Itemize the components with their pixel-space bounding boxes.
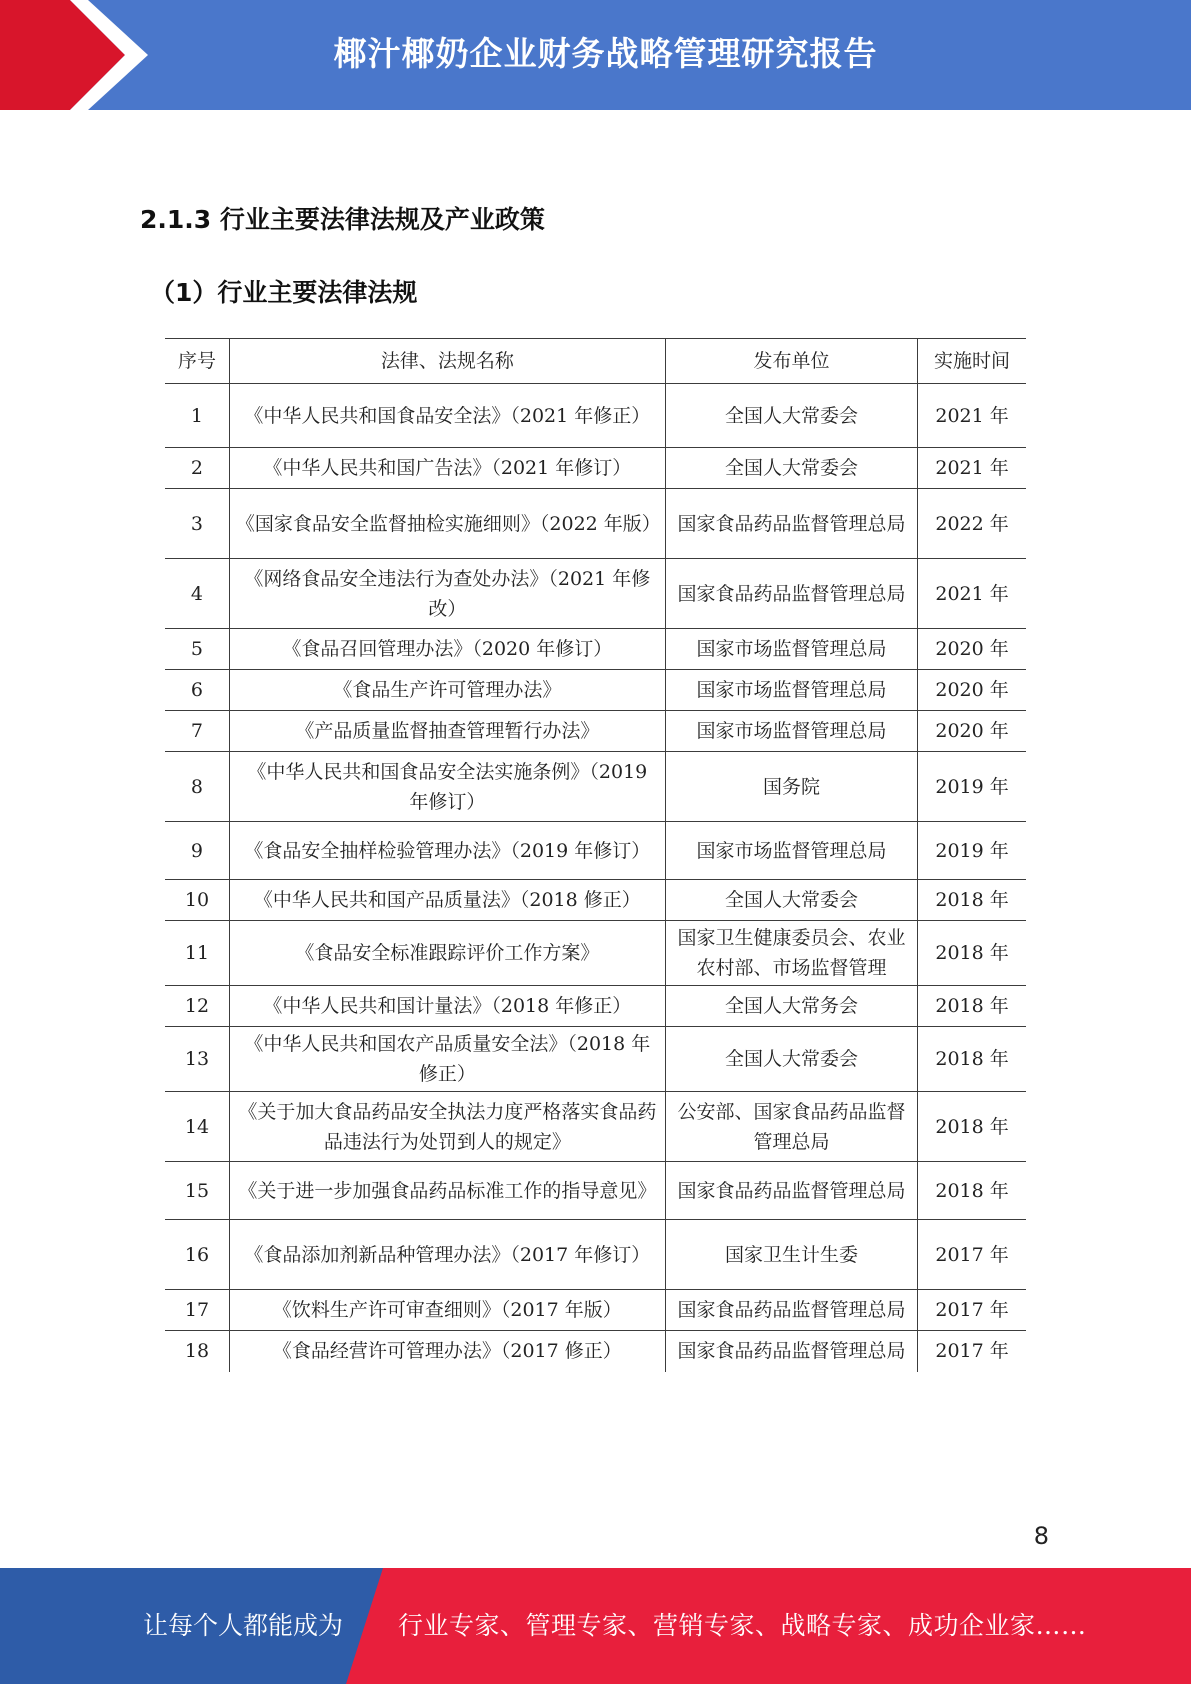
cell-issuer bbox=[665, 1162, 917, 1220]
cell-number bbox=[165, 629, 229, 670]
cell-law-name-text: 《中华人民共和国食品安全法》（2021 年修正） bbox=[244, 404, 651, 427]
cell-date bbox=[918, 1290, 1026, 1331]
cell-law-name bbox=[229, 752, 665, 822]
cell-law-name bbox=[229, 880, 665, 921]
cell-number-text: 2 bbox=[190, 457, 203, 479]
cell-law-name-text: 《食品安全抽样检验管理办法》（2019 年修订） bbox=[244, 839, 651, 862]
cell-issuer bbox=[665, 752, 917, 822]
cell-issuer-text: 国家卫生计生委 bbox=[724, 1243, 858, 1266]
cell-issuer bbox=[665, 880, 917, 921]
table-row bbox=[165, 448, 1026, 489]
cell-date bbox=[918, 1027, 1026, 1092]
cell-issuer bbox=[665, 986, 917, 1027]
cell-number-text: 16 bbox=[184, 1243, 210, 1266]
cell-date-text: 2018 年 bbox=[935, 889, 1009, 911]
cell-date-text: 2020 年 bbox=[935, 638, 1009, 660]
table-row bbox=[165, 1092, 1026, 1162]
cell-number bbox=[165, 986, 229, 1027]
cell-number bbox=[165, 1220, 229, 1290]
cell-issuer-text: 国务院 bbox=[762, 775, 820, 798]
cell-issuer bbox=[665, 1220, 917, 1290]
cell-law-name-text: 《饮料生产许可审查细则》（2017 年版） bbox=[272, 1299, 622, 1321]
table-row bbox=[165, 711, 1026, 752]
cell-issuer-text: 全国人大常委会 bbox=[724, 889, 858, 911]
cell-number-text: 7 bbox=[190, 720, 203, 742]
cell-issuer bbox=[665, 559, 917, 629]
cell-date-text: 2017 年 bbox=[935, 1340, 1009, 1363]
cell-number bbox=[165, 1162, 229, 1220]
table-row bbox=[165, 489, 1026, 559]
cell-issuer bbox=[665, 1331, 917, 1372]
cell-number bbox=[165, 752, 229, 822]
cell-issuer-text: 国家食品药品监督管理总局 bbox=[677, 582, 906, 605]
cell-law-name-text: 《中华人民共和国产品质量法》（2018 修正） bbox=[253, 889, 641, 911]
cell-number-text: 11 bbox=[184, 942, 210, 964]
cell-number bbox=[165, 1290, 229, 1331]
cell-date-text: 2018 年 bbox=[935, 995, 1009, 1017]
cell-law-name bbox=[229, 1027, 665, 1092]
cell-number-text: 4 bbox=[190, 582, 203, 605]
cell-issuer-text: 国家市场监督管理总局 bbox=[696, 720, 887, 742]
cell-date-text: 2021 年 bbox=[935, 457, 1009, 479]
cell-number-text: 10 bbox=[184, 889, 210, 911]
cell-date bbox=[918, 1220, 1026, 1290]
cell-date bbox=[918, 986, 1026, 1027]
cell-date bbox=[918, 1331, 1026, 1372]
cell-issuer bbox=[665, 1290, 917, 1331]
cell-law-name bbox=[229, 1290, 665, 1331]
cell-issuer-text: 国家卫生健康委员会、农业农村部、市场监督管理 bbox=[677, 927, 906, 979]
column-header-number: 序号 bbox=[165, 339, 229, 384]
cell-law-name bbox=[229, 489, 665, 559]
cell-law-name-text: 《中华人民共和国广告法》（2021 年修订） bbox=[263, 457, 632, 479]
cell-law-name-text: 《国家食品安全监督抽检实施细则》（2022 年版） bbox=[235, 512, 661, 535]
cell-date-text: 2022 年 bbox=[935, 512, 1009, 535]
cell-date bbox=[918, 1162, 1026, 1220]
table-row bbox=[165, 1290, 1026, 1331]
table-row bbox=[165, 752, 1026, 822]
cell-law-name bbox=[229, 711, 665, 752]
column-header-date: 实施时间 bbox=[918, 339, 1026, 384]
cell-law-name bbox=[229, 559, 665, 629]
cell-law-name bbox=[229, 921, 665, 986]
cell-number bbox=[165, 384, 229, 448]
cell-law-name-text: 《中华人民共和国食品安全法实施条例》（2019 年修订） bbox=[247, 760, 648, 813]
cell-date-text: 2021 年 bbox=[935, 582, 1009, 605]
table-row bbox=[165, 1162, 1026, 1220]
column-header-name: 法律、法规名称 bbox=[229, 339, 665, 384]
cell-number-text: 8 bbox=[190, 775, 203, 798]
cell-law-name-text: 《食品添加剂新品种管理办法》（2017 年修订） bbox=[244, 1243, 651, 1266]
cell-date bbox=[918, 559, 1026, 629]
page-header bbox=[0, 0, 1191, 110]
cell-number bbox=[165, 711, 229, 752]
cell-date bbox=[918, 384, 1026, 448]
cell-issuer-text: 公安部、国家食品药品监督管理总局 bbox=[677, 1100, 906, 1153]
footer-slogan-left: 让每个人都能成为 bbox=[143, 1611, 344, 1640]
cell-law-name-text: 《关于进一步加强食品药品标准工作的指导意见》 bbox=[238, 1179, 657, 1202]
cell-date bbox=[918, 629, 1026, 670]
page-footer bbox=[0, 1568, 1191, 1684]
cell-law-name bbox=[229, 1220, 665, 1290]
cell-law-name bbox=[229, 986, 665, 1027]
cell-issuer-text: 国家食品药品监督管理总局 bbox=[677, 1179, 906, 1202]
table-header-row bbox=[165, 339, 1026, 384]
table-row bbox=[165, 880, 1026, 921]
cell-date-text: 2018 年 bbox=[935, 942, 1009, 964]
cell-number-text: 13 bbox=[184, 1048, 210, 1070]
cell-law-name bbox=[229, 448, 665, 489]
cell-issuer-text: 国家食品药品监督管理总局 bbox=[677, 1340, 906, 1363]
cell-number bbox=[165, 489, 229, 559]
table-row bbox=[165, 921, 1026, 986]
cell-issuer bbox=[665, 489, 917, 559]
cell-number bbox=[165, 822, 229, 880]
laws-table bbox=[165, 338, 1026, 1372]
cell-issuer-text: 全国人大常务会 bbox=[724, 995, 858, 1017]
cell-law-name-text: 《中华人民共和国农产品质量安全法》（2018 年修正） bbox=[244, 1033, 651, 1085]
cell-law-name-text: 《产品质量监督抽查管理暂行办法》 bbox=[295, 720, 600, 742]
cell-law-name-text: 《关于加大食品药品安全执法力度严格落实食品药品违法行为处罚到人的规定》 bbox=[238, 1100, 657, 1153]
cell-number-text: 3 bbox=[190, 512, 203, 535]
table-row bbox=[165, 629, 1026, 670]
cell-number bbox=[165, 448, 229, 489]
cell-number bbox=[165, 670, 229, 711]
cell-number-text: 1 bbox=[190, 404, 203, 427]
cell-issuer bbox=[665, 670, 917, 711]
cell-date bbox=[918, 670, 1026, 711]
cell-date bbox=[918, 448, 1026, 489]
cell-date bbox=[918, 752, 1026, 822]
cell-number-text: 15 bbox=[184, 1179, 210, 1202]
table-body bbox=[165, 384, 1026, 1372]
cell-date bbox=[918, 711, 1026, 752]
cell-number-text: 6 bbox=[190, 679, 203, 701]
cell-issuer-text: 国家食品药品监督管理总局 bbox=[677, 1299, 906, 1321]
cell-issuer-text: 国家市场监督管理总局 bbox=[696, 638, 887, 660]
page-number: 8 bbox=[1033, 1522, 1049, 1550]
cell-law-name bbox=[229, 670, 665, 711]
table-row bbox=[165, 986, 1026, 1027]
footer-slogan-right: 行业专家、管理专家、营销专家、战略专家、成功企业家…… bbox=[398, 1611, 1087, 1640]
cell-issuer bbox=[665, 629, 917, 670]
cell-issuer bbox=[665, 711, 917, 752]
cell-date bbox=[918, 921, 1026, 986]
section-heading: 2.1.3 行业主要法律法规及产业政策 bbox=[140, 205, 545, 234]
cell-law-name-text: 《食品召回管理办法》（2020 年修订） bbox=[282, 638, 613, 660]
cell-date-text: 2021 年 bbox=[935, 404, 1009, 427]
cell-law-name bbox=[229, 822, 665, 880]
cell-number-text: 5 bbox=[190, 638, 203, 660]
cell-date bbox=[918, 489, 1026, 559]
cell-issuer bbox=[665, 921, 917, 986]
cell-law-name-text: 《网络食品安全违法行为查处办法》（2021 年修改） bbox=[244, 567, 651, 620]
cell-number-text: 9 bbox=[190, 839, 203, 862]
cell-issuer-text: 国家食品药品监督管理总局 bbox=[677, 512, 906, 535]
cell-law-name-text: 《食品生产许可管理办法》 bbox=[333, 679, 562, 701]
cell-law-name-text: 《食品安全标准跟踪评价工作方案》 bbox=[295, 942, 600, 964]
cell-date-text: 2020 年 bbox=[935, 679, 1009, 701]
cell-number-text: 17 bbox=[184, 1299, 210, 1321]
cell-number-text: 12 bbox=[184, 995, 210, 1017]
cell-issuer bbox=[665, 448, 917, 489]
table-row bbox=[165, 822, 1026, 880]
cell-date bbox=[918, 1092, 1026, 1162]
cell-issuer bbox=[665, 822, 917, 880]
cell-date-text: 2017 年 bbox=[935, 1243, 1009, 1266]
table-row bbox=[165, 384, 1026, 448]
subsection-heading: （1）行业主要法律法规 bbox=[150, 278, 418, 307]
table-row bbox=[165, 1027, 1026, 1092]
cell-issuer bbox=[665, 1027, 917, 1092]
cell-law-name bbox=[229, 1092, 665, 1162]
cell-date-text: 2018 年 bbox=[935, 1115, 1009, 1138]
cell-law-name bbox=[229, 1162, 665, 1220]
cell-date bbox=[918, 822, 1026, 880]
cell-issuer bbox=[665, 384, 917, 448]
cell-issuer-text: 全国人大常委会 bbox=[724, 404, 858, 427]
table-row bbox=[165, 670, 1026, 711]
cell-number bbox=[165, 880, 229, 921]
cell-issuer-text: 全国人大常委会 bbox=[724, 457, 858, 479]
cell-issuer-text: 全国人大常委会 bbox=[724, 1048, 858, 1070]
cell-number bbox=[165, 1092, 229, 1162]
cell-law-name-text: 《食品经营许可管理办法》（2017 修正） bbox=[272, 1340, 622, 1363]
cell-date-text: 2019 年 bbox=[935, 775, 1009, 798]
cell-date-text: 2018 年 bbox=[935, 1048, 1009, 1070]
cell-date-text: 2018 年 bbox=[935, 1179, 1009, 1202]
cell-law-name bbox=[229, 384, 665, 448]
cell-law-name bbox=[229, 1331, 665, 1372]
cell-issuer-text: 国家市场监督管理总局 bbox=[696, 839, 887, 862]
cell-number bbox=[165, 1027, 229, 1092]
cell-number bbox=[165, 921, 229, 986]
report-title: 椰汁椰奶企业财务战略管理研究报告 bbox=[333, 34, 878, 73]
cell-number-text: 18 bbox=[184, 1340, 210, 1363]
cell-date-text: 2019 年 bbox=[935, 839, 1009, 862]
cell-law-name-text: 《中华人民共和国计量法》（2018 年修正） bbox=[263, 995, 632, 1017]
table-row bbox=[165, 559, 1026, 629]
column-header-issuer: 发布单位 bbox=[665, 339, 917, 384]
cell-issuer-text: 国家市场监督管理总局 bbox=[696, 679, 887, 701]
cell-number bbox=[165, 559, 229, 629]
cell-number bbox=[165, 1331, 229, 1372]
cell-date bbox=[918, 880, 1026, 921]
table-row bbox=[165, 1331, 1026, 1372]
cell-date-text: 2017 年 bbox=[935, 1299, 1009, 1321]
cell-date-text: 2020 年 bbox=[935, 720, 1009, 742]
cell-number-text: 14 bbox=[184, 1115, 210, 1138]
cell-law-name bbox=[229, 629, 665, 670]
cell-issuer bbox=[665, 1092, 917, 1162]
table-row bbox=[165, 1220, 1026, 1290]
